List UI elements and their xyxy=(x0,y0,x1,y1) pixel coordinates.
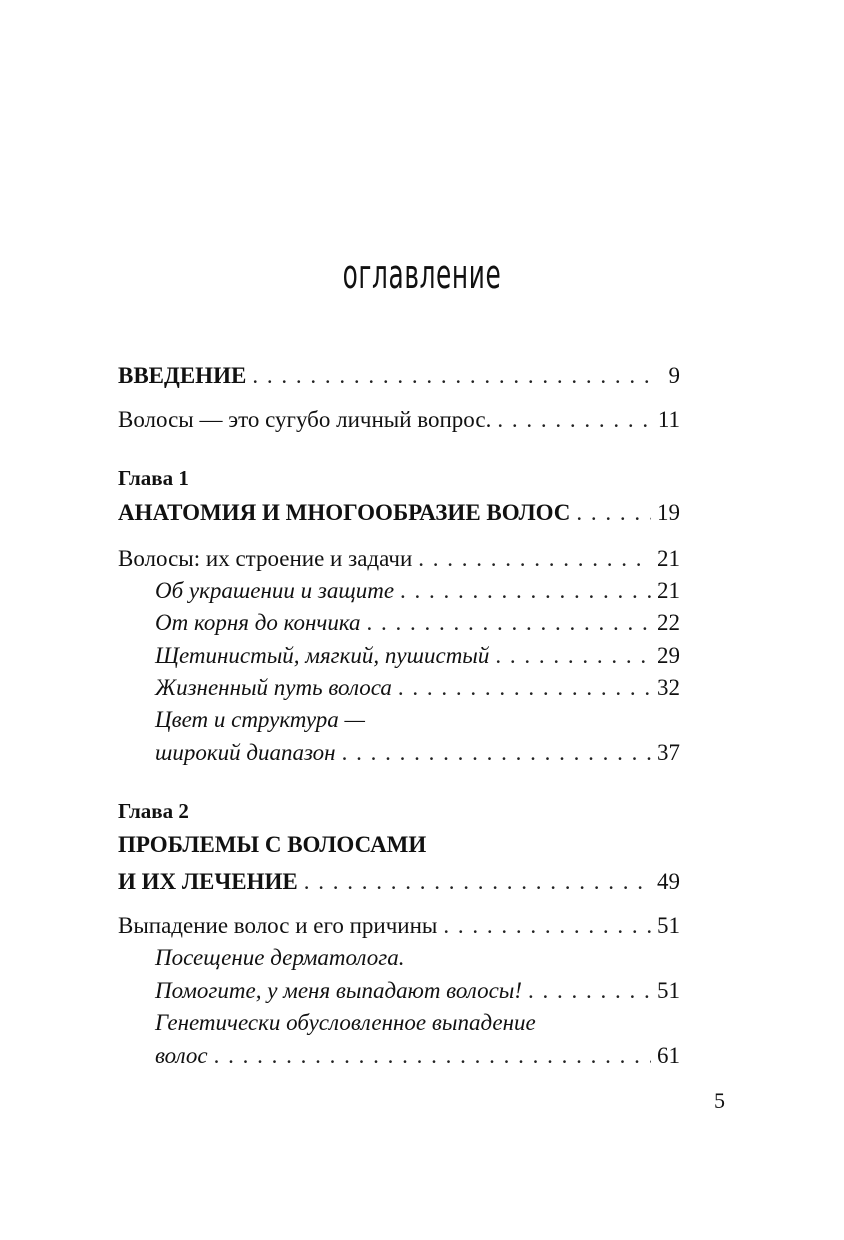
chapter-label: Глава 1 xyxy=(118,466,189,490)
toc-entry-section[interactable] xyxy=(118,910,680,942)
toc-entry-subsection[interactable] xyxy=(155,607,680,639)
toc-entry-title: Волосы: их строение и задачи xyxy=(118,546,413,571)
toc-page-number: 29 xyxy=(657,643,680,668)
dot-leader xyxy=(252,360,652,392)
dot-leader xyxy=(398,672,651,704)
toc-page-number: 32 xyxy=(657,675,680,700)
toc-page-number: 9 xyxy=(668,363,680,388)
toc-entry-intro[interactable] xyxy=(118,360,680,392)
toc-entry-title: И ИХ ЛЕЧЕНИЕ xyxy=(118,869,298,894)
dot-leader xyxy=(576,497,651,529)
toc-entry-subsection[interactable] xyxy=(155,672,680,704)
toc-page-number: 21 xyxy=(657,578,680,603)
toc-page-number: 51 xyxy=(657,978,680,1003)
page-title: оглавление xyxy=(342,252,502,298)
toc-page-number: 21 xyxy=(657,546,680,571)
dot-leader xyxy=(528,975,651,1007)
toc-entry-subsection[interactable] xyxy=(155,975,680,1007)
toc-page-number: 22 xyxy=(657,610,680,635)
toc-entry-subsection[interactable] xyxy=(155,737,680,769)
toc-entry-chapter1[interactable] xyxy=(118,497,680,529)
toc-entry-title: широкий диапазон xyxy=(155,740,336,765)
toc-page-number: 19 xyxy=(657,500,680,525)
toc-entry-title: Щетинистый, мягкий, пушистый xyxy=(155,643,490,668)
dot-leader xyxy=(304,866,651,898)
toc-entry-title: ВВЕДЕНИЕ xyxy=(118,363,247,388)
toc-entry-title: Помогите, у меня выпадают волосы! xyxy=(155,978,523,1003)
toc-entry-title-line1[interactable]: Посещение дерматолога. xyxy=(155,945,405,970)
chapter-title-line1[interactable]: ПРОБЛЕМЫ С ВОЛОСАМИ xyxy=(118,832,427,857)
page-number: 5 xyxy=(714,1088,725,1113)
toc-entry-chapter2[interactable] xyxy=(118,866,680,898)
toc-entry-title: Выпадение волос и его причины xyxy=(118,913,438,938)
toc-page-number: 49 xyxy=(657,869,680,894)
toc-entry-title-line1[interactable]: Генетически обусловленное выпадение xyxy=(155,1010,536,1035)
toc-entry-title: волос xyxy=(155,1043,208,1068)
dot-leader xyxy=(400,575,651,607)
toc-entry-subsection[interactable] xyxy=(155,640,680,672)
dot-leader xyxy=(342,737,651,769)
toc-entry-title: От корня до кончика xyxy=(155,610,361,635)
dot-leader xyxy=(443,910,651,942)
toc-page-number: 37 xyxy=(657,740,680,765)
toc-entry-section[interactable] xyxy=(118,543,680,575)
toc-entry-title: Об украшении и защите xyxy=(155,578,395,603)
toc-entry-subsection[interactable] xyxy=(155,575,680,607)
dot-leader xyxy=(497,404,652,436)
toc-page-number: 11 xyxy=(657,407,680,432)
toc-entry-subsection[interactable] xyxy=(155,1040,680,1072)
toc-entry-title: Жизненный путь волоса xyxy=(155,675,392,700)
chapter-label: Глава 2 xyxy=(118,799,189,823)
toc-page-number: 51 xyxy=(657,913,680,938)
dot-leader xyxy=(214,1040,651,1072)
toc-entry-intro-sub[interactable] xyxy=(118,404,680,436)
toc-entry-title: АНАТОМИЯ И МНОГООБРАЗИЕ ВОЛОС xyxy=(118,500,571,525)
dot-leader xyxy=(495,640,651,672)
toc-entry-title: Волосы — это сугубо личный вопрос. xyxy=(118,407,492,432)
dot-leader xyxy=(367,607,651,639)
dot-leader xyxy=(418,543,651,575)
toc-page-number: 61 xyxy=(657,1043,680,1068)
toc-entry-title-line1[interactable]: Цвет и структура — xyxy=(155,707,365,732)
